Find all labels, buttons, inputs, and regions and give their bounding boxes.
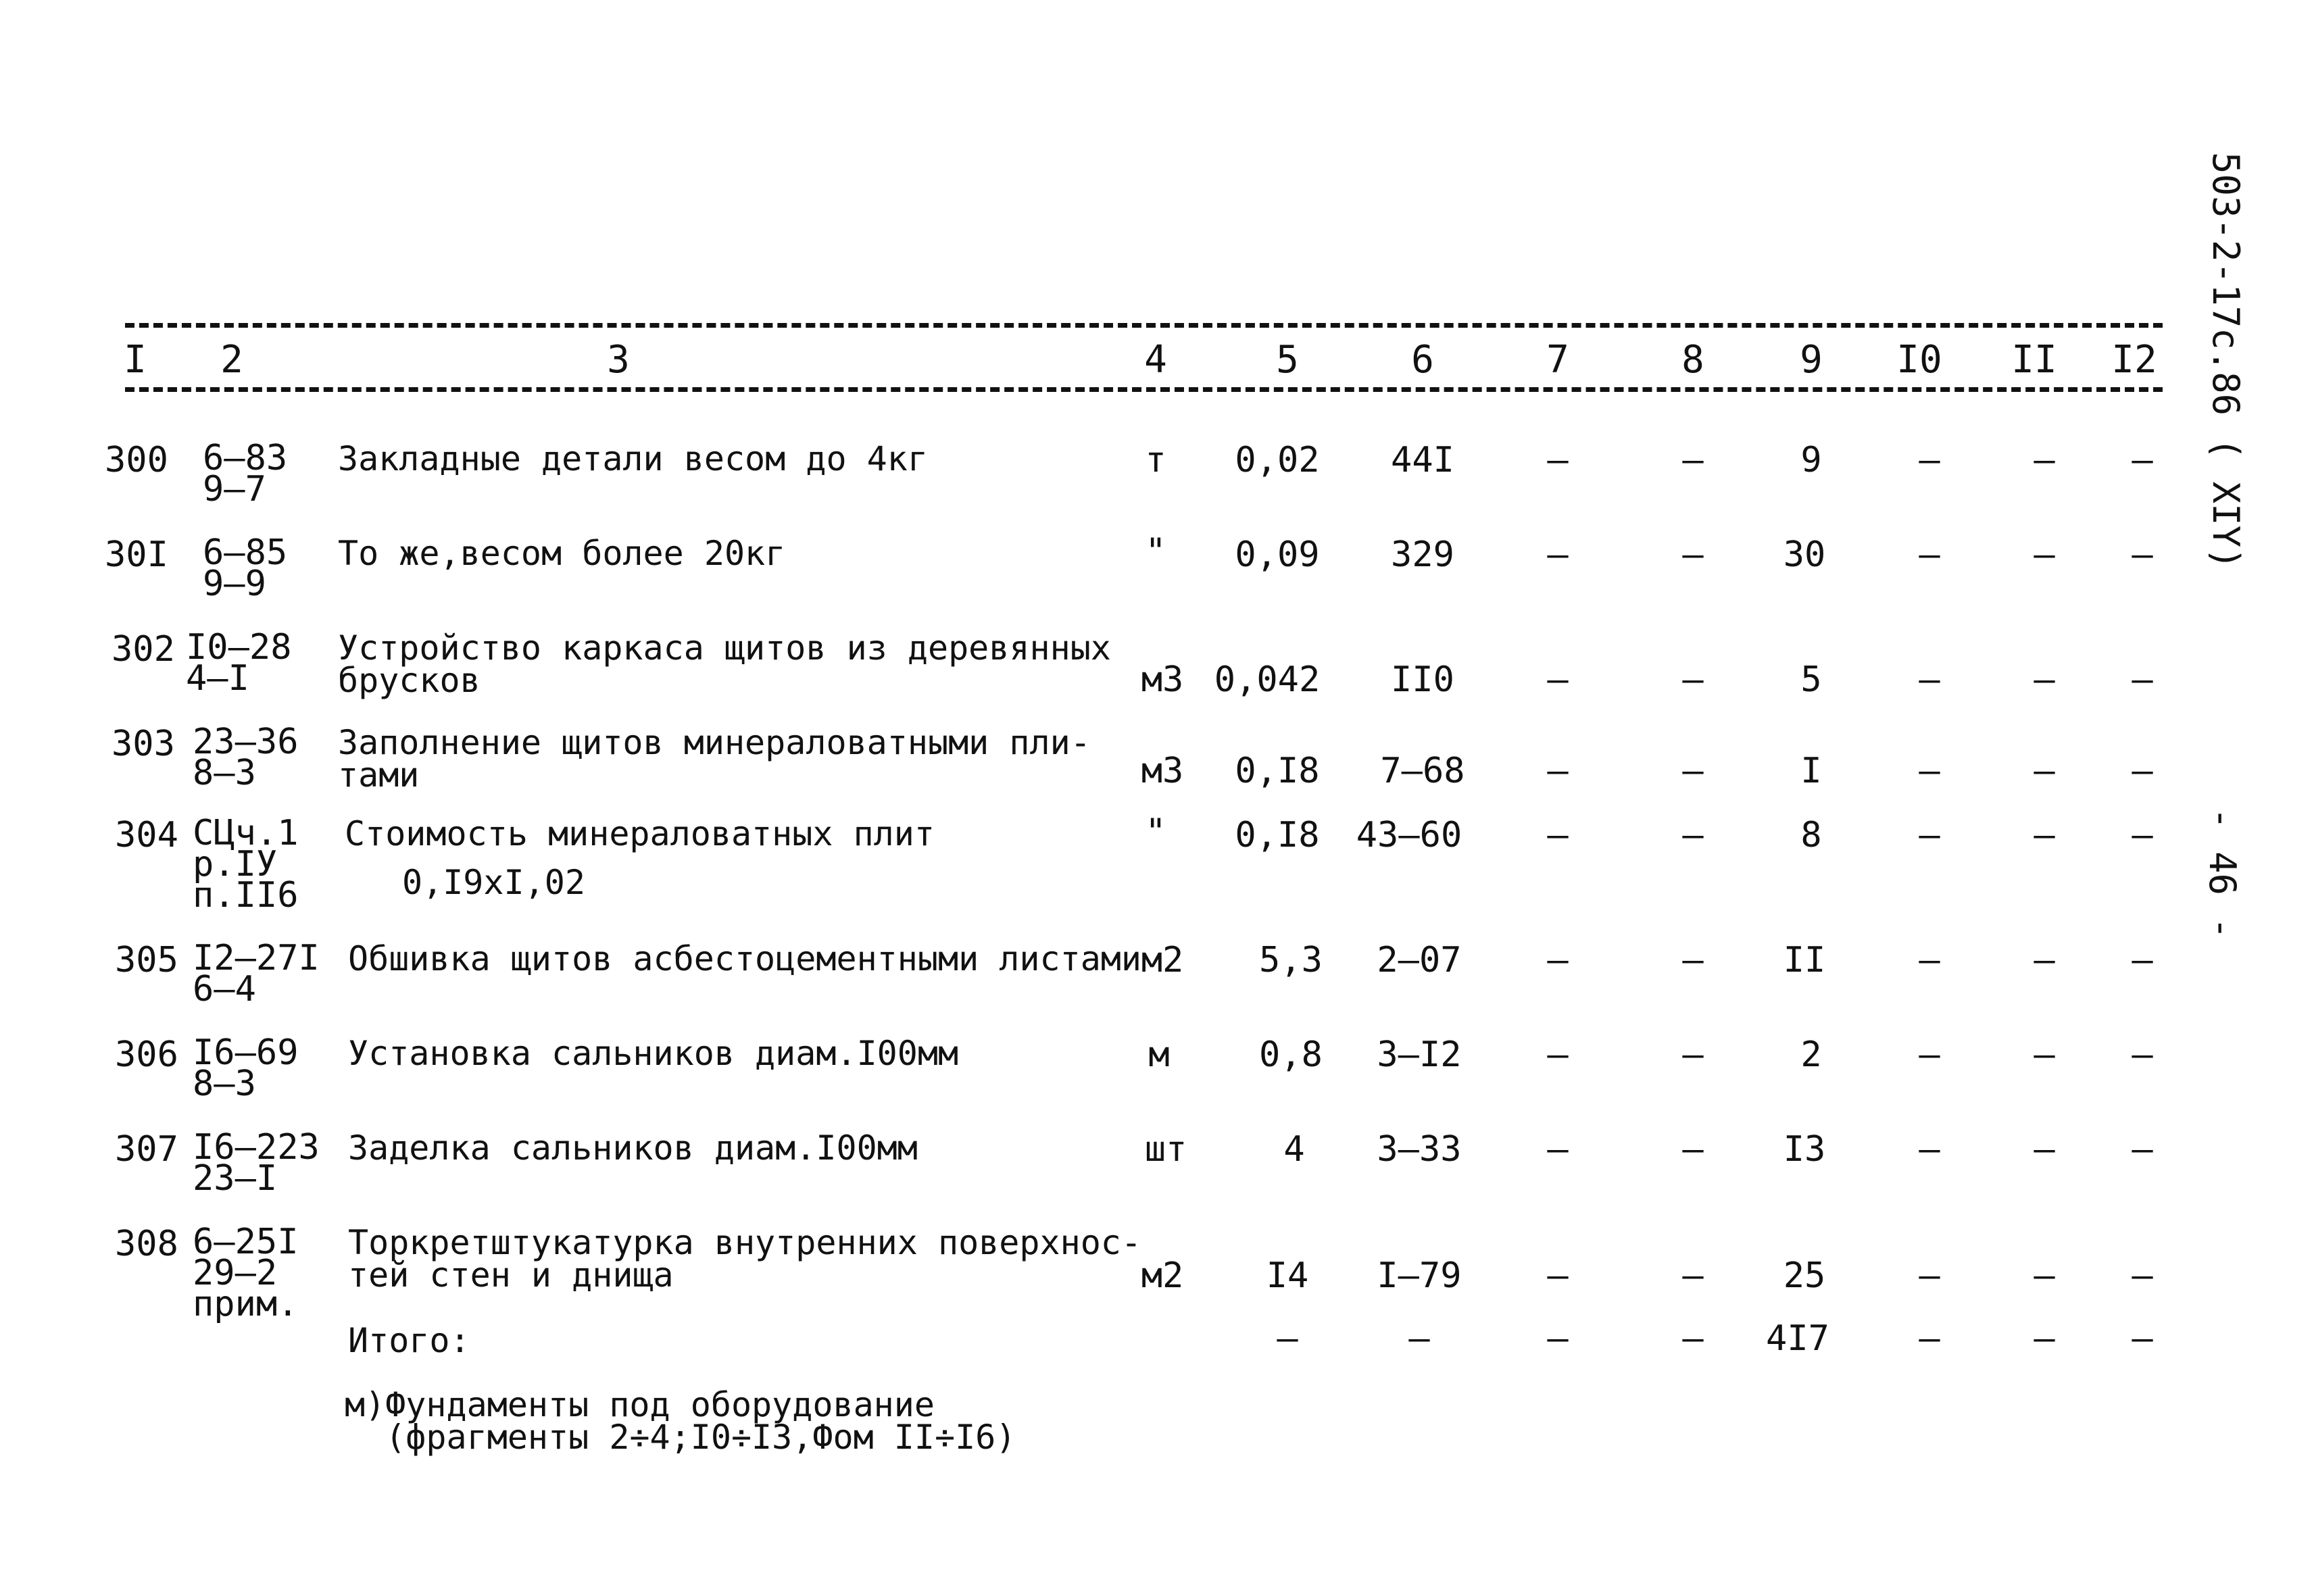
col-8-value: – <box>1682 659 1704 700</box>
col-11-value: – <box>2034 1034 2055 1075</box>
unit: " <box>1145 531 1166 572</box>
quantity: 0,I8 <box>1235 751 1320 791</box>
col-9-value: 9 <box>1800 440 1822 480</box>
col-7-value: – <box>1547 1034 1569 1075</box>
col-8-value: – <box>1682 440 1704 480</box>
col-9-value: I <box>1800 751 1822 791</box>
unit: т <box>1145 440 1166 480</box>
col-7-value: – <box>1547 815 1569 855</box>
norm-code: I2–27I 6–4 <box>193 938 320 1009</box>
row-number: 306 <box>115 1034 178 1075</box>
total-price: – <box>1408 1318 1430 1359</box>
col-10-value: – <box>1919 1034 1940 1075</box>
quantity: 0,02 <box>1235 440 1320 480</box>
col-12-value: – <box>2132 751 2153 791</box>
total-col-10: – <box>1919 1318 1940 1359</box>
col-12-value: – <box>2132 440 2153 480</box>
work-description: Закладные детали весом до 4кг <box>338 439 928 478</box>
col-8-value: – <box>1682 1034 1704 1075</box>
row-number: 300 <box>105 440 168 480</box>
header-col-3: 3 <box>607 338 630 382</box>
col-7-value: – <box>1547 1255 1569 1296</box>
col-7-value: – <box>1547 440 1569 480</box>
total-quantity: – <box>1277 1318 1298 1359</box>
norm-code: 6–25I 29–2 прим. <box>193 1222 299 1324</box>
col-12-value: – <box>2132 1255 2153 1296</box>
row-number: 302 <box>112 629 175 670</box>
col-11-value: – <box>2034 534 2055 575</box>
work-description: Стоимость минераловатных плит <box>345 814 935 853</box>
quantity: 0,8 <box>1259 1034 1323 1075</box>
unit: шт <box>1144 1129 1187 1170</box>
row-number: 308 <box>115 1224 178 1264</box>
page-number: - 46 - <box>2201 807 2244 940</box>
norm-code: СЦч.1 p.IУ п.II6 <box>193 813 299 916</box>
col-12-value: – <box>2132 659 2153 700</box>
total-col-7: – <box>1547 1318 1569 1359</box>
quantity: 0,042 <box>1214 659 1321 700</box>
unit-price: 329 <box>1391 534 1454 575</box>
total-col-12: – <box>2132 1318 2153 1359</box>
norm-code: I6–223 23–I <box>193 1127 320 1199</box>
unit: м <box>1148 1034 1170 1075</box>
work-description: Торкретштукатурка внутренних поверхнос- тей стен и днища <box>348 1223 1141 1295</box>
col-8-value: – <box>1682 1129 1704 1170</box>
col-7-value: – <box>1547 1129 1569 1170</box>
col-8-value: – <box>1682 815 1704 855</box>
col-12-value: – <box>2132 815 2153 855</box>
norm-code: I0–28 4–I <box>186 627 292 699</box>
work-description: Заполнение щитов минераловатными пли- тами <box>338 723 1091 795</box>
unit: м2 <box>1141 940 1184 980</box>
col-10-value: – <box>1919 751 1940 791</box>
header-col-7: 7 <box>1546 338 1569 382</box>
header-col-5: 5 <box>1276 338 1299 382</box>
row-number: 305 <box>115 940 178 980</box>
col-8-value: – <box>1682 940 1704 980</box>
col-9-value: 30 <box>1783 534 1826 575</box>
document-code-stamp: 503-2-17с.86 ( XIY) <box>2205 152 2247 570</box>
col-7-value: – <box>1547 659 1569 700</box>
col-12-value: – <box>2132 1034 2153 1075</box>
unit-price: 3–I2 <box>1377 1034 1462 1075</box>
col-9-value: 5 <box>1800 659 1822 700</box>
header-col-4: 4 <box>1144 338 1167 382</box>
header-col-6: 6 <box>1411 338 1434 382</box>
header-col-12: I2 <box>2111 338 2157 382</box>
row-number: 307 <box>115 1129 178 1170</box>
quantity: 4 <box>1283 1129 1305 1170</box>
unit: " <box>1145 812 1166 852</box>
header-col-9: 9 <box>1800 338 1823 382</box>
col-7-value: – <box>1547 751 1569 791</box>
work-description: Устройство каркаса щитов из деревянных брусков <box>338 628 1111 700</box>
col-9-value: 25 <box>1783 1255 1826 1296</box>
col-8-value: – <box>1682 1255 1704 1296</box>
quantity: 0,09 <box>1235 534 1320 575</box>
quantity: 5,3 <box>1259 940 1323 980</box>
col-10-value: – <box>1919 1255 1940 1296</box>
col-11-value: – <box>2034 1129 2055 1170</box>
col-9-value: II <box>1783 940 1826 980</box>
section-heading: м)Фундаменты под оборудование (фрагменты 2÷4;I0÷I3,Фом II÷I6) <box>345 1385 1016 1457</box>
work-description: Заделка сальников диам.I00мм <box>348 1128 918 1168</box>
col-7-value: – <box>1547 940 1569 980</box>
row-number: 30I <box>105 534 168 575</box>
unit-price: 44I <box>1391 440 1454 480</box>
col-10-value: – <box>1919 940 1940 980</box>
col-12-value: – <box>2132 1129 2153 1170</box>
row-number: 304 <box>115 815 178 855</box>
col-12-value: – <box>2132 940 2153 980</box>
norm-code: 6–85 9–9 <box>203 532 288 604</box>
unit-price: 3–33 <box>1377 1129 1462 1170</box>
total-label: Итого: <box>348 1321 470 1360</box>
header-col-11: II <box>2011 338 2057 382</box>
unit-price: I–79 <box>1377 1255 1462 1296</box>
col-10-value: – <box>1919 440 1940 480</box>
col-7-value: – <box>1547 534 1569 575</box>
col-11-value: – <box>2034 940 2055 980</box>
col-10-value: – <box>1919 534 1940 575</box>
unit: м2 <box>1141 1255 1184 1296</box>
unit: м3 <box>1141 751 1184 791</box>
norm-code: 23–36 8–3 <box>193 722 299 793</box>
total-col-9: 4I7 <box>1766 1318 1829 1359</box>
col-10-value: – <box>1919 659 1940 700</box>
col-11-value: – <box>2034 440 2055 480</box>
unit-price: 7–68 <box>1380 751 1465 791</box>
col-10-value: – <box>1919 815 1940 855</box>
col-12-value: – <box>2132 534 2153 575</box>
calculation-note: 0,I9xI,02 <box>402 863 585 902</box>
col-11-value: – <box>2034 751 2055 791</box>
col-9-value: I3 <box>1783 1129 1826 1170</box>
col-11-value: – <box>2034 1255 2055 1296</box>
unit-price: 43–60 <box>1356 815 1462 855</box>
header-col-8: 8 <box>1681 338 1704 382</box>
work-description: Установка сальников диам.I00мм <box>348 1034 959 1073</box>
norm-code: 6–83 9–7 <box>203 438 288 509</box>
header-col-1: I <box>124 338 147 382</box>
header-col-2: 2 <box>220 338 243 382</box>
total-col-8: – <box>1682 1318 1704 1359</box>
quantity: 0,I8 <box>1235 815 1320 855</box>
row-number: 303 <box>112 724 175 764</box>
quantity: I4 <box>1266 1255 1309 1296</box>
col-10-value: – <box>1919 1129 1940 1170</box>
total-col-11: – <box>2034 1318 2055 1359</box>
work-description: Обшивка щитов асбестоцементными листами <box>348 939 1141 978</box>
col-11-value: – <box>2034 815 2055 855</box>
norm-code: I6–69 8–3 <box>193 1032 299 1104</box>
unit-price: 2–07 <box>1377 940 1462 980</box>
header-bottom-rule <box>125 387 2163 392</box>
work-description: То же,весом более 20кг <box>338 534 786 573</box>
col-8-value: – <box>1682 534 1704 575</box>
col-9-value: 2 <box>1800 1034 1822 1075</box>
col-9-value: 8 <box>1800 815 1822 855</box>
unit-price: II0 <box>1391 659 1454 700</box>
col-8-value: – <box>1682 751 1704 791</box>
col-11-value: – <box>2034 659 2055 700</box>
unit: м3 <box>1141 659 1184 700</box>
header-col-10: I0 <box>1896 338 1942 382</box>
header-top-rule <box>125 323 2163 328</box>
